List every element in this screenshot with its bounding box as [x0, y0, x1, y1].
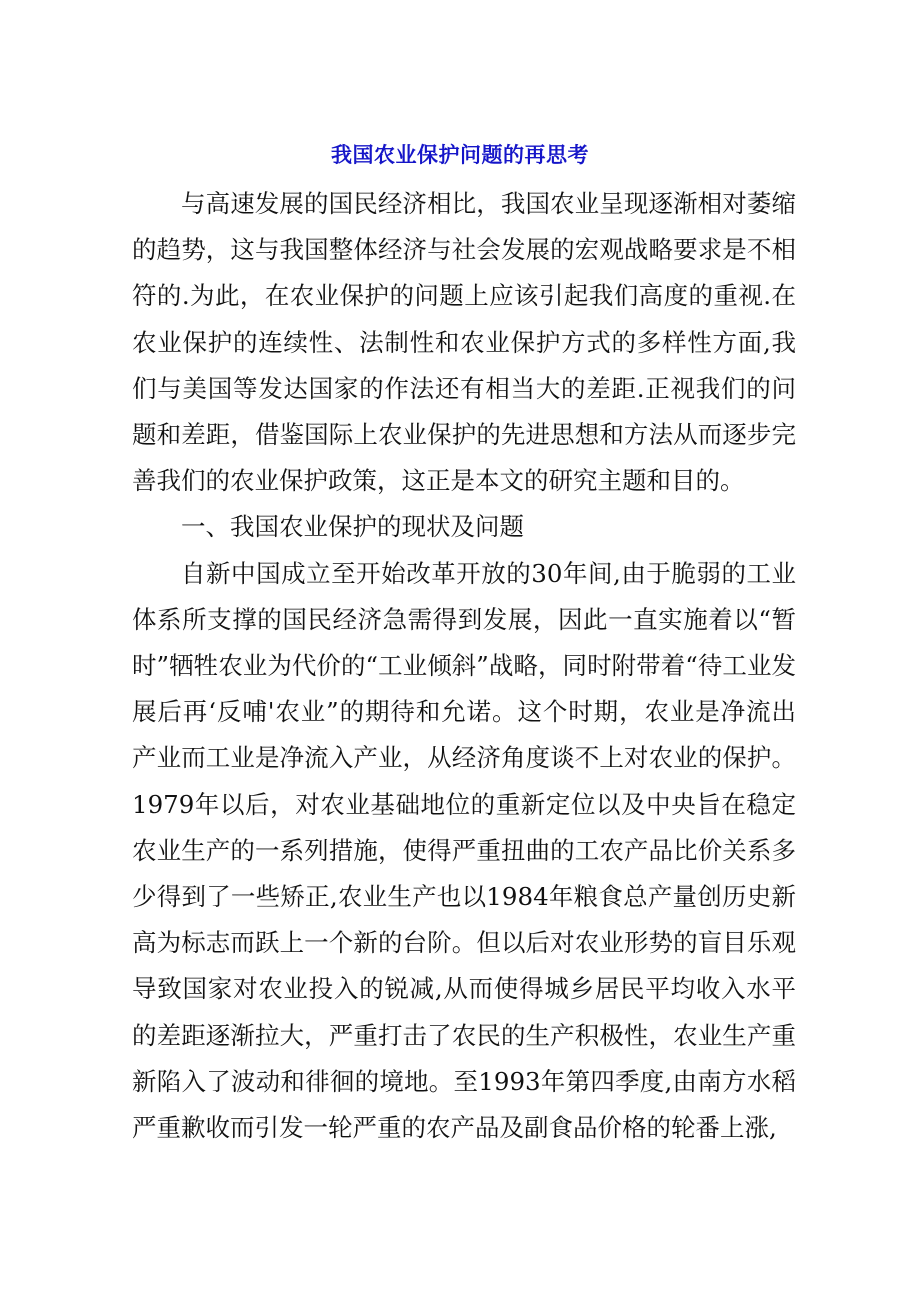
document-body — [132, 181, 796, 1151]
section-heading: 一、我国农业保护的现状及问题 — [181, 512, 524, 542]
intro-paragraph: 与高速发展的国民经济相比，我国农业呈现逐渐相对萎缩的趋势，这与我国整体经济与社会发展的宏观战略要求是不相符的.为此，在农业保护的问题上应该引起我们高度的重视.在农业保护的连续性、法制性和农业保护方式的多样性方面,我们与美国等发达国家的作法还有相当大的差距.正视我们的问题和差距，借鉴国际上农业保护的先进思想和方法从而逐步完善我们的农业保护政策，这正是本文的研究主题和目的。 — [132, 189, 796, 496]
document-title: 我国农业保护问题的再思考 — [331, 143, 589, 167]
body-paragraph: 自新中国成立至开始改革开放的30年间,由于脆弱的工业体系所支撑的国民经济急需得到发展，因此一直实施着以“暂时”牺牲农业为代价的“工业倾斜”战略，同时附带着“待工业发展后再‘反哺'农业”的期待和允诺。这个时期，农业是净流出产业而工业是净流入产业，从经济角度谈不上对农业的保护。1979年以后，对农业基础地位的重新定位以及中央旨在稳定农业生产的一系列措施，使得严重扭曲的工农产品比价关系多少得到了一些矫正,农业生产也以1984年粮食总产量创历史新高为标志而跃上一个新的台阶。但以后对农业形势的盲目乐观导致国家对农业投入的锐减,从而使得城乡居民平均收入水平的差距逐渐拉大，严重打击了农民的生产积极性，农业生产重新陷入了波动和徘徊的境地。至1993年第四季度,由南方水稻严重歉收而引发一轮严重的农产品及副食品价格的轮番上涨, — [132, 558, 796, 1143]
